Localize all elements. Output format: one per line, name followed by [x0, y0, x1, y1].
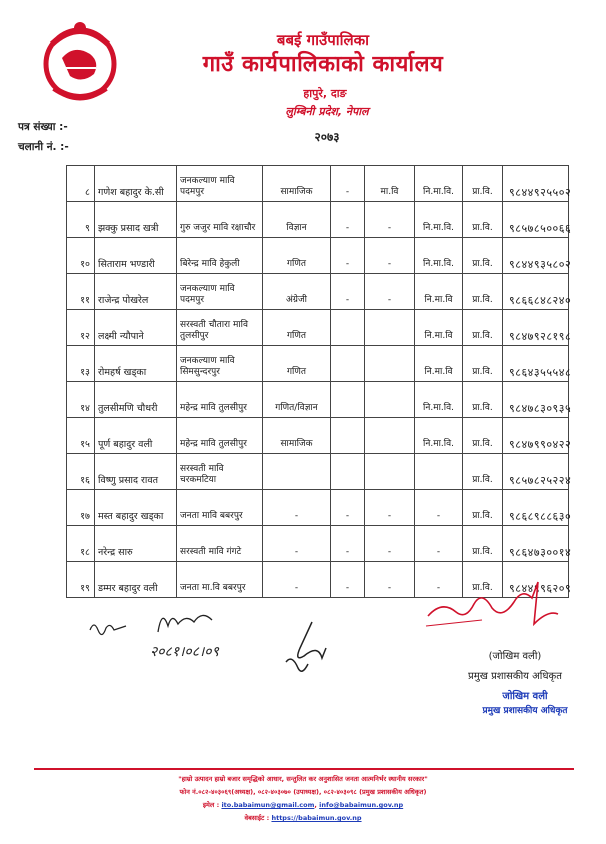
subject-cell: -: [263, 562, 331, 598]
table-row: [67, 274, 569, 310]
subject-cell: -: [263, 526, 331, 562]
level-cell: -: [365, 526, 415, 562]
email-label: इमेल :: [202, 801, 220, 809]
serial-number-cell: १६: [67, 454, 95, 490]
table-row: [67, 382, 569, 418]
serial-number-cell: १९: [67, 562, 95, 598]
signature-mark: [282, 618, 330, 678]
teacher-name-cell: रोमहर्ष खड्का: [95, 346, 177, 382]
level-cell: [331, 346, 365, 382]
level-cell: प्रा.वि.: [463, 382, 503, 418]
serial-number-cell: १४: [67, 382, 95, 418]
phone-cell: ९८४७९२८१९८: [503, 310, 569, 346]
level-cell: प्रा.वि.: [463, 202, 503, 238]
footer-slogan: "हाम्रो उत्पादन हाम्रो बजार समृद्धिको आधार, सन्तुलित कर अनुशासित जनता आत्मनिर्भर स्थानीय सरकार": [178, 775, 428, 783]
level-cell: प्रा.वि.: [463, 238, 503, 274]
phone-cell: ९८४४९२५५०२: [503, 166, 569, 202]
level-cell: -: [365, 238, 415, 274]
teacher-name-cell: गणेश बहादुर के.सी: [95, 166, 177, 202]
phone-cell: ९८६४७३००१४: [503, 526, 569, 562]
website-label: वेबसाईट :: [244, 814, 270, 822]
table-row: [67, 166, 569, 202]
established-year: २०७३: [314, 130, 340, 144]
officer-title: प्रमुख प्रशासकीय अधिकृत: [468, 671, 562, 682]
teacher-name-cell: पूर्ण बहादुर वली: [95, 418, 177, 454]
school-cell: जनता मा.वि बबरपुर: [177, 562, 263, 598]
email-link-2[interactable]: info@babaimun.gov.np: [319, 801, 404, 809]
school-cell: सरस्वती मावि गंगटे: [177, 526, 263, 562]
level-cell: [365, 310, 415, 346]
level-cell: प्रा.वि.: [463, 166, 503, 202]
serial-number-cell: १३: [67, 346, 95, 382]
footer-divider: [34, 768, 574, 770]
stamp-name: जोखिम वली: [502, 691, 548, 702]
province-line: लुम्बिनी प्रदेश, नेपाल: [285, 105, 369, 118]
level-cell: [365, 418, 415, 454]
level-cell: नि.मा.वि.: [415, 238, 463, 274]
stamp-title: प्रमुख प्रशासकीय अधिकृत: [482, 706, 568, 716]
level-cell: -: [331, 562, 365, 598]
level-cell: प्रा.वि.: [463, 454, 503, 490]
level-cell: -: [415, 562, 463, 598]
subject-cell: [263, 454, 331, 490]
serial-number-cell: ११: [67, 274, 95, 310]
subject-cell: विज्ञान: [263, 202, 331, 238]
signature-with-date: [142, 606, 262, 668]
phone-cell: ९८६८९८८६३०: [503, 490, 569, 526]
level-cell: प्रा.वि.: [463, 490, 503, 526]
dispatch-number-label: चलानी नं. :-: [18, 141, 69, 153]
level-cell: नि.मा.वि.: [415, 382, 463, 418]
handwritten-date: २०८१।०८।०९: [150, 644, 219, 660]
table-row: [67, 490, 569, 526]
subject-cell: गणित: [263, 346, 331, 382]
serial-number-cell: ९: [67, 202, 95, 238]
school-cell: महेन्द्र मावि तुलसीपुर: [177, 382, 263, 418]
level-cell: [365, 382, 415, 418]
footer-email: [0, 800, 606, 809]
table-row: [67, 310, 569, 346]
serial-number-cell: १२: [67, 310, 95, 346]
level-cell: प्रा.वि.: [463, 562, 503, 598]
level-cell: [365, 454, 415, 490]
level-cell: प्रा.वि.: [463, 346, 503, 382]
subject-cell: सामाजिक: [263, 418, 331, 454]
subject-cell: अंग्रेजी: [263, 274, 331, 310]
serial-number-cell: १०: [67, 238, 95, 274]
phone-cell: ९८५७८५००६६: [503, 202, 569, 238]
school-cell: जनकल्याण मावि पदमपुर: [177, 274, 263, 310]
phone-cell: ९८५७८२५२२४: [503, 454, 569, 490]
teacher-name-cell: डम्मर बहादुर वली: [95, 562, 177, 598]
level-cell: [331, 310, 365, 346]
handwritten-initials: [88, 616, 128, 638]
subject-cell: गणित: [263, 238, 331, 274]
serial-number-cell: १५: [67, 418, 95, 454]
level-cell: -: [415, 490, 463, 526]
teacher-name-cell: नरेन्द्र सारु: [95, 526, 177, 562]
phone-cell: ९८४४९३५८०२: [503, 238, 569, 274]
subject-cell: गणित/विज्ञान: [263, 382, 331, 418]
level-cell: प्रा.वि.: [463, 274, 503, 310]
level-cell: प्रा.वि.: [463, 418, 503, 454]
officer-stamp: [470, 690, 580, 718]
teacher-name-cell: लक्ष्मी न्यौपाने: [95, 310, 177, 346]
level-cell: [415, 454, 463, 490]
table-row: [67, 454, 569, 490]
teacher-name-cell: तुलसीमणि चौधरी: [95, 382, 177, 418]
school-cell: बिरेन्द्र मावि हेकुली: [177, 238, 263, 274]
teacher-table: [66, 165, 572, 598]
email-link-1[interactable]: ito.babaimun@gmail.com: [221, 801, 315, 809]
municipality-name: बबई गाउँपालिका: [276, 31, 370, 49]
phone-cell: ९८४७९९०४२२: [503, 418, 569, 454]
teacher-name-cell: विष्णु प्रसाद रावत: [95, 454, 177, 490]
level-cell: नि.मा.वि: [415, 346, 463, 382]
teacher-name-cell: झक्कु प्रसाद खत्री: [95, 202, 177, 238]
school-cell: जनता मावि बबरपुर: [177, 490, 263, 526]
phone-cell: ९८४७८३०९३५: [503, 382, 569, 418]
level-cell: -: [365, 202, 415, 238]
school-cell: जनकल्याण मावि पदमपुर: [177, 166, 263, 202]
level-cell: [331, 418, 365, 454]
serial-number-cell: ८: [67, 166, 95, 202]
phone-cell: ९८६४३५५५४८: [503, 346, 569, 382]
school-cell: सरस्वती चौतारा मावि तुलसीपुर: [177, 310, 263, 346]
subject-cell: -: [263, 490, 331, 526]
school-cell: सरस्वती मावि चरकमटिया: [177, 454, 263, 490]
school-cell: गुरु जजुर मावि रक्षाचौर: [177, 202, 263, 238]
level-cell: -: [365, 274, 415, 310]
officer-signature: [422, 580, 562, 632]
level-cell: प्रा.वि.: [463, 526, 503, 562]
level-cell: -: [331, 202, 365, 238]
level-cell: [331, 382, 365, 418]
level-cell: -: [331, 526, 365, 562]
email-separator: ,: [314, 801, 317, 809]
level-cell: नि.मा.वि: [415, 274, 463, 310]
school-cell: जनकल्याण मावि सिमसुन्दरपुर: [177, 346, 263, 382]
level-cell: -: [415, 526, 463, 562]
school-cell: महेन्द्र मावि तुलसीपुर: [177, 418, 263, 454]
subject-cell: गणित: [263, 310, 331, 346]
level-cell: -: [331, 238, 365, 274]
level-cell: [331, 454, 365, 490]
level-cell: [365, 346, 415, 382]
website-link[interactable]: https://babaimun.gov.np: [271, 814, 362, 822]
footer-website: [0, 813, 606, 822]
table-row: [67, 238, 569, 274]
level-cell: -: [331, 490, 365, 526]
level-cell: -: [331, 274, 365, 310]
phone-cell: ९८४४९९६२०९: [503, 562, 569, 598]
officer-name: (जोखिम वली): [488, 651, 542, 662]
level-cell: नि.मा.वि.: [415, 418, 463, 454]
subject-cell: सामाजिक: [263, 166, 331, 202]
phone-cell: ९८६६८४८२४०: [503, 274, 569, 310]
level-cell: -: [365, 562, 415, 598]
level-cell: -: [365, 490, 415, 526]
teacher-name-cell: मस्त बहादुर खड्का: [95, 490, 177, 526]
table-row: [67, 526, 569, 562]
level-cell: -: [331, 166, 365, 202]
office-name: गाउँ कार्यपालिकाको कार्यालय: [202, 52, 444, 77]
teacher-name-cell: सिताराम भण्डारी: [95, 238, 177, 274]
level-cell: नि.मा.वि: [415, 310, 463, 346]
teacher-name-cell: राजेन्द्र पोखरेल: [95, 274, 177, 310]
address-line: हापुरे, दाङ: [303, 87, 347, 100]
level-cell: नि.मा.वि.: [415, 166, 463, 202]
level-cell: प्रा.वि.: [463, 310, 503, 346]
table-row: [67, 418, 569, 454]
level-cell: नि.मा.वि.: [415, 202, 463, 238]
table-row: [67, 202, 569, 238]
reference-number-label: पत्र संख्या :-: [18, 121, 68, 133]
level-cell: मा.वि: [365, 166, 415, 202]
footer-phone: फोन नं.०८२-४०३०६९(अध्यक्ष), ०८२-४०३०७० (उपाध्यक्ष), ०८२-४०३०९८ (प्रमुख प्रशासकीय अधिकृत): [179, 788, 427, 796]
serial-number-cell: १७: [67, 490, 95, 526]
serial-number-cell: १८: [67, 526, 95, 562]
table-row: [67, 346, 569, 382]
